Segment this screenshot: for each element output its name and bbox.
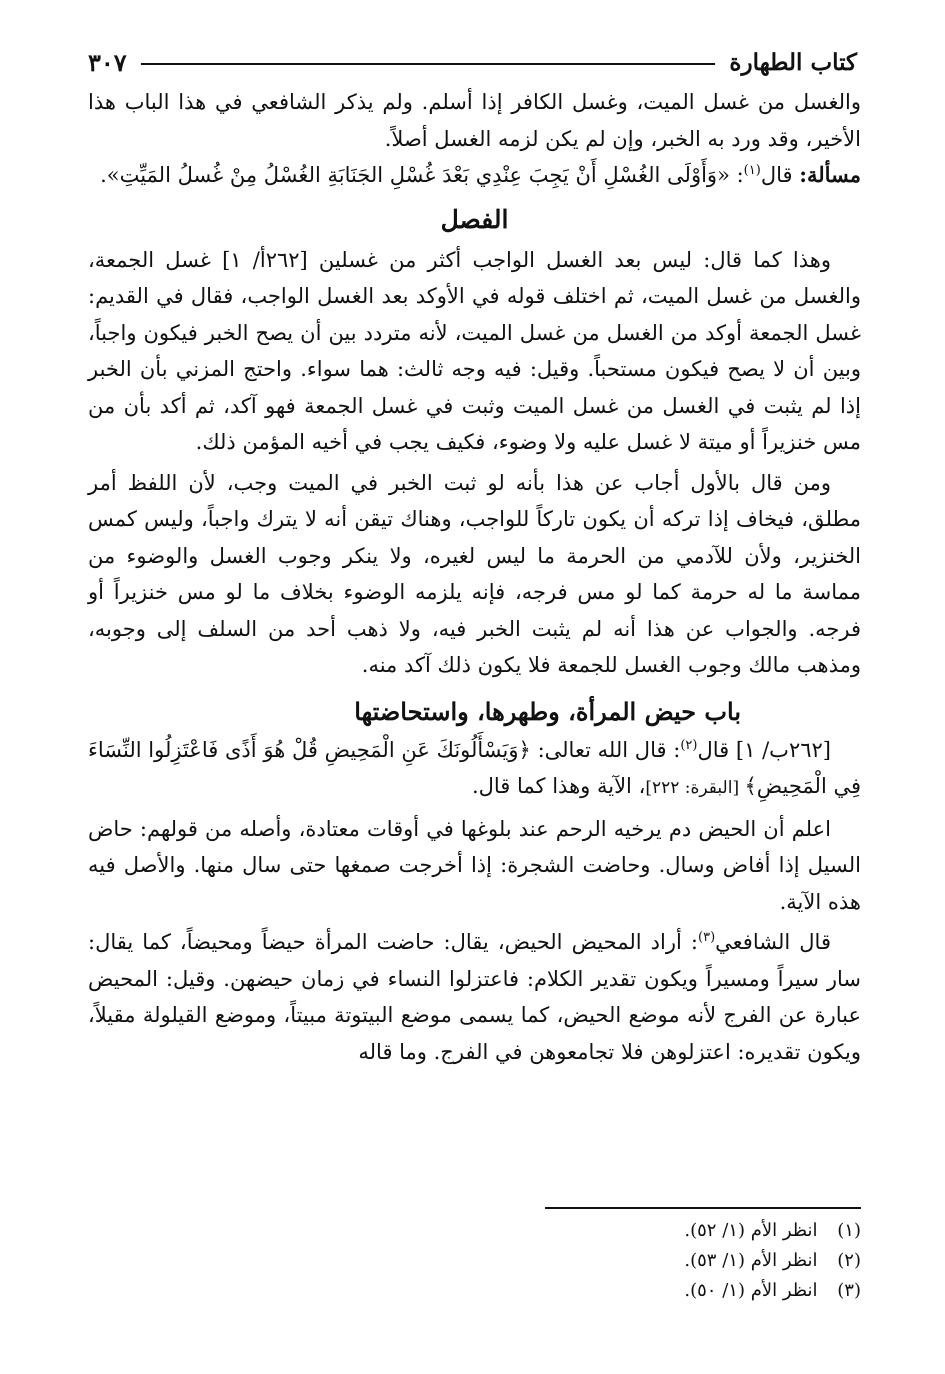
footnote-ref: (٣) [698, 930, 716, 945]
footnote-rule [545, 1207, 861, 1209]
page-number: ٣٠٧ [88, 47, 127, 77]
ms-ref-text: [٢٦٢ب/ ١] قال [697, 737, 831, 762]
shafii-text: : أراد المحيض الحيض، يقال: حاضت المرأة حيضاً ومحيضاً، كما يقال: سار سيراً ومسيراً ويكون تقدير الكلام: فاعتزلوا النساء في زمان حيضهن. وقيل: المحيض عبارة عن الفرج لأنه موضع الحيض، كما يسمى موضع البيتوتة مبيتاً، وموضع القيلولة مقيلاً، ويكون تقديره: اعتزلوهن فلا تجامعوهن في الفرج. وما قاله [88, 930, 861, 1064]
footnote-number: (٢) [837, 1250, 861, 1271]
footnote-number: (٣) [837, 1280, 861, 1301]
footnote-text: انظر الأم (١/ ٥٢). [684, 1220, 818, 1241]
qal-text: قال [760, 163, 793, 187]
paragraph: وهذا كما قال: ليس بعد الغسل الواجب أكثر من غسلين [٢٦٢أ/ ١] غسل الجمعة، والغسل من غسل الميت، ثم اختلف قوله في الأوكد بعد الغسل الواجب، فقال في القديم: غسل الجمعة أوكد من الغسل من غسل الميت، لأنه متردد بين أن يصح الخبر فيكون واجباً، وبين أن لا يصح فيكون مستحباً. وقيل: فيه وجه ثالث: هما سواء. واحتج المزني بأن الخبر إذا لم يثبت في الغسل من غسل الميت وثبت في غسل الجمعة فهو آكد، ثم أكد بأن من مس خنزيراً أو ميتة لا غسل عليه ولا وضوء، فكيف يجب في أخيه المؤمن ذلك. [88, 247, 861, 454]
quran-verse: ﴿وَيَسْأَلُونَكَ عَنِ الْمَحِيضِ قُلْ هُوَ أَذًى فَاعْتَزِلُوا النِّسَاءَ فِي الْمَحِيضِ﴾ [88, 737, 861, 798]
section-heading: الفصل [440, 204, 509, 234]
page-header [88, 42, 857, 82]
footnote [461, 1276, 861, 1306]
running-title: كتاب الطهارة [729, 48, 857, 76]
footnote-text: انظر الأم (١/ ٥٣). [684, 1250, 818, 1271]
footnote-number: (١) [837, 1220, 861, 1241]
paragraph: والغسل من غسل الميت، وغسل الكافر إذا أسلم. ولم يذكر الشافعي في هذا الباب هذا الأخير، وقد ورد به الخبر، وإن لم يكن لزمه الغسل أصلاً. [88, 90, 861, 151]
paragraph: ومن قال بالأول أجاب عن هذا بأنه لو ثبت الخبر في الميت وجب، لأن اللفظ أمر مطلق، فيخاف إذا تركه أن يكون تاركاً للواجب، وهناك تيقن أنه لا يترك واجباً، وليس كمس الخنزير، ولأن للآدمي من الحرمة ما ليس لغيره، ولا ينكر وجوب الغسل والوضوء من مماسة ما له حرمة كما لو مس فرجه، فإنه يلزمه الوضوء بخلاف ما لو مس خنزيراً أو فرجه. والجواب عن هذا أنه لم يثبت الخبر فيه، ولا ذهب أحد من السلف إلى وجوبه، ومذهب مالك وجوب الغسل للجمعة فلا يكون ذلك آكد منه. [88, 470, 862, 677]
ayah-suffix: ، الآية وهذا كما قال. [471, 774, 646, 798]
footnote [461, 1216, 861, 1246]
quoted-text: : «وَأَوْلَى الغُسْلِ أَنْ يَجِبَ عِنْدِي بَعْدَ غُسْلِ الجَنَابَةِ الغُسْلُ مِنْ غُسلُ المَيِّتِ». [100, 163, 744, 187]
footnote [461, 1246, 861, 1276]
footnote-ref: (٢) [680, 737, 698, 753]
qal-allah-text: : قال الله تعالى: [530, 737, 681, 762]
paragraph: اعلم أن الحيض دم يرخيه الرحم عند بلوغها في أوقات معتادة، وأصله من قولهم: حاض السيل إذا أفاض وسال. وحاضت الشجرة: إذا أخرجت صمغها حتى سال منها. والأصل فيه هذه الآية. [88, 816, 861, 914]
chapter-heading: باب حيض المرأة، وطهرها، واستحاضتها [354, 696, 741, 726]
footnotes [461, 1216, 861, 1306]
main-text [88, 84, 861, 1070]
shafii-prefix: قال الشافعي [715, 930, 831, 954]
verse-reference: [البقرة: ٢٢٢] [645, 778, 745, 798]
footnote-text: انظر الأم (١/ ٥٠). [684, 1280, 818, 1301]
header-rule [141, 63, 716, 65]
ayah-paragraph [88, 732, 861, 807]
footnote-ref: (١) [743, 163, 761, 178]
shafii-paragraph [88, 924, 861, 1070]
masala-paragraph [88, 157, 861, 194]
masala-label: مسألة: [799, 162, 861, 187]
